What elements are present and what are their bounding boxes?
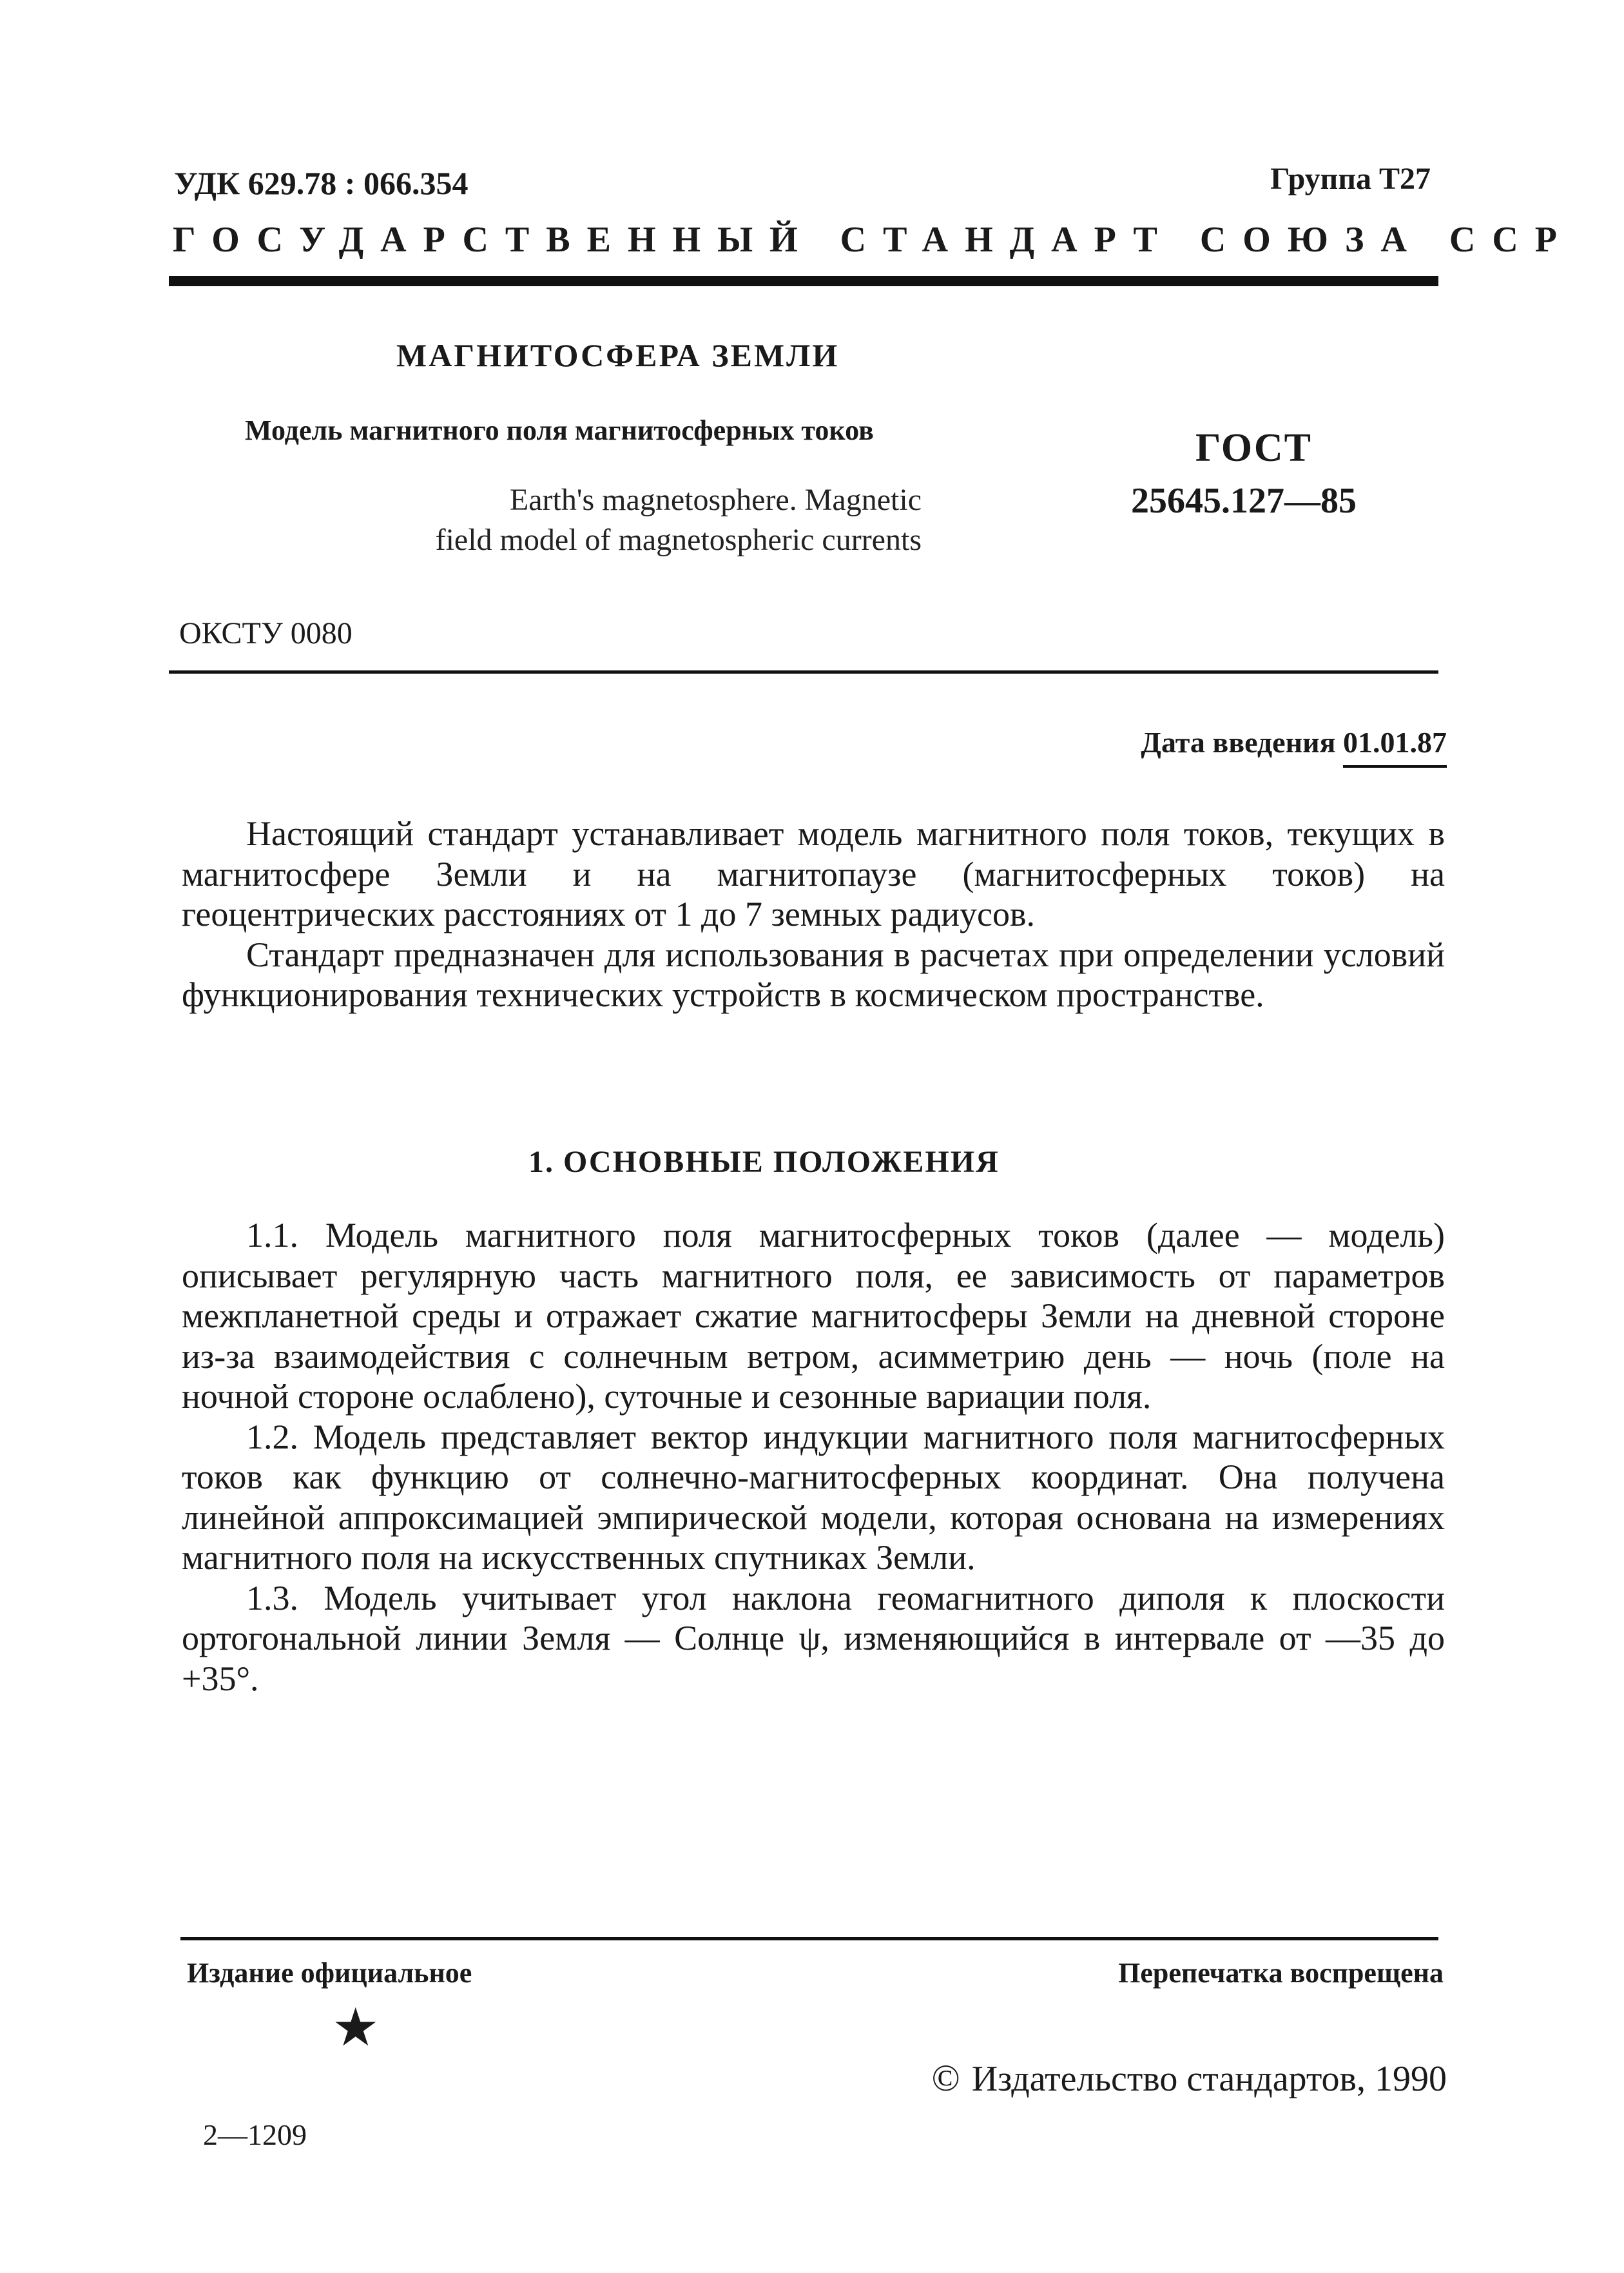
- okstu-code: ОКСТУ 0080: [179, 616, 353, 650]
- subtitle-english-line-2: field model of magnetospheric currents: [435, 523, 922, 557]
- copyright-icon: ©: [931, 2057, 960, 2099]
- point-1-1: 1.1. Модель магнитного поля магнитосферных токов (далее — модель) описывает регулярную часть магнитного поля, ее зависимость от параметров межпланетной среды и отражает сжатие магнитосферы Земли на дневной стороне из-за взаимодействия с солнечным ветром, асимметрию день — ночь (поле на ночной стороне ослаблено), суточные и сезонные вариации поля.: [182, 1216, 1445, 1416]
- gost-label: ГОСТ: [1195, 426, 1313, 470]
- intro-date: [1141, 725, 1447, 759]
- official-edition-note: Издание официальное: [187, 1957, 472, 1989]
- intro-date-label: Дата введения: [1141, 726, 1336, 759]
- intro-text: [182, 814, 1445, 1015]
- print-number: 2—1209: [203, 2118, 307, 2151]
- intro-date-value: 01.01.87: [1343, 726, 1447, 768]
- star-icon: ★: [332, 1998, 380, 2057]
- subtitle-english-line-1: Earth's magnetosphere. Magnetic: [509, 483, 922, 517]
- section-points: [182, 1215, 1445, 1699]
- section-heading: 1. ОСНОВНЫЕ ПОЛОЖЕНИЯ: [528, 1145, 1000, 1179]
- point-1-3: 1.3. Модель учитывает угол наклона геомагнитного диполя к плоскости ортогональной линии Земля — Солнце ψ, изменяющийся в интервале от —35 до +35°.: [182, 1578, 1445, 1698]
- intro-paragraph-2: Стандарт предназначен для использования в расчетах при определении условий функционирования технических устройств в космическом пространстве.: [182, 935, 1445, 1014]
- copyright-line: [932, 2056, 1447, 2100]
- subtitle-russian: Модель магнитного поля магнитосферных токов: [245, 415, 874, 446]
- point-1-2: 1.2. Модель представляет вектор индукции магнитного поля магнитосферных токов как функцию от солнечно-магнитосферных координат. Она получена линейной аппроксимацией эмпирической модели, которая основана на измерениях магнитного поля на искусственных спутниках Земли.: [182, 1417, 1445, 1577]
- document-title: МАГНИТОСФЕРА ЗЕМЛИ: [396, 337, 840, 373]
- group-code: Группа Т27: [1270, 162, 1431, 196]
- intro-paragraph-1: Настоящий стандарт устанавливает модель магнитного поля токов, текущих в магнитосфере Земли и на магнитопаузе (магнитосферных токов) на геоцентрических расстояниях от 1 до 7 земных радиусов.: [182, 814, 1445, 933]
- gost-number: 25645.127—85: [1131, 481, 1357, 521]
- title-divider: [169, 670, 1438, 674]
- copyright-text: Издательство стандартов, 1990: [971, 2059, 1447, 2099]
- header-divider: [169, 276, 1438, 286]
- reprint-prohibited-note: Перепечатка воспрещена: [1118, 1957, 1444, 1989]
- udk-code: УДК 629.78 : 066.354: [174, 165, 469, 201]
- subtitle-english: [303, 480, 922, 560]
- footer-divider: [180, 1937, 1438, 1940]
- state-standard-heading: ГОСУДАРСТВЕННЫЙ СТАНДАРТ СОЮЗА ССР: [173, 220, 1574, 260]
